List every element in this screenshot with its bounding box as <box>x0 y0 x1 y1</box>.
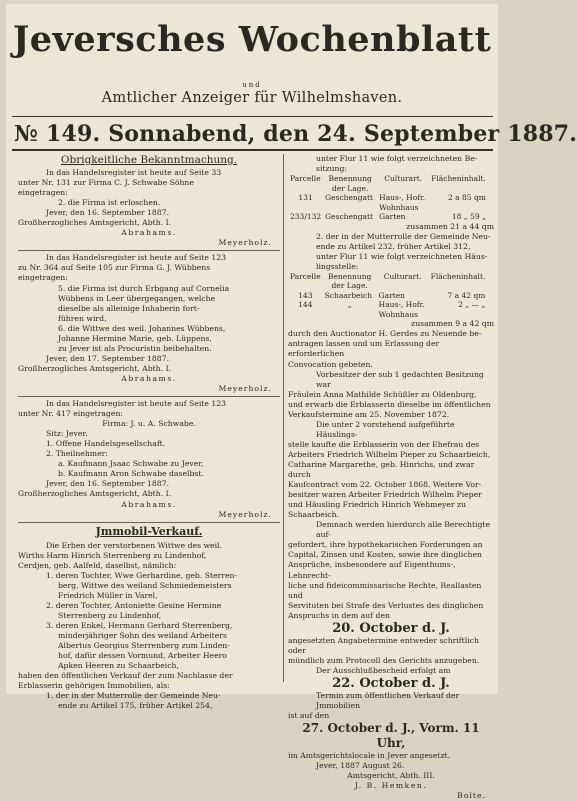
text-line: Albertus Georgius Sterrenberg zum Linden- <box>58 641 230 651</box>
text-line: 2. der in der Mutterrolle der Gemeinde Neu- <box>316 231 491 241</box>
table-cell: 233/132 <box>290 212 322 222</box>
parcel-table-2 <box>288 272 487 320</box>
table-header: Culturart. <box>383 271 422 281</box>
text-line: Johanne Hermine Marie, geb. Lüppens, <box>58 333 212 343</box>
text-line: Jever, 1887 August 26. <box>316 761 405 771</box>
column-divider <box>283 154 284 682</box>
text-line: dieselbe als alleinige Inhaberin fort- <box>58 303 200 313</box>
table-row <box>288 193 488 212</box>
text-line: gefordert, ihre hypothekarischen Forderungen an <box>288 540 483 550</box>
table-header-row <box>288 272 487 291</box>
text-line: Termin zum öffentlichen Verkauf der Jmmobilien <box>316 690 460 710</box>
text-line: 2. Theilnehmer: <box>46 449 108 459</box>
table-cell: Schaarbeich <box>324 290 373 300</box>
text-line: antragen lassen und um Erlassung der erforderlichen <box>288 339 440 359</box>
masthead-subtitle: Amtlicher Anzeiger für Wilhelmshaven. <box>101 90 403 106</box>
table-cell: Geschengatt <box>325 193 374 203</box>
table-cell: Haus-, Hofr. Wohnhaus <box>379 193 426 212</box>
masthead-title: Jeversches Wochenblatt <box>12 19 492 60</box>
text-line: stelle kaufte die Erblasserin von der Ehefrau des <box>288 439 480 449</box>
text-line: 5. die Firma ist durch Erbgang auf Cornelia <box>58 283 230 293</box>
table-total: zusammen 9 a 42 qm <box>411 319 494 329</box>
signature: J. B. Hemken. <box>354 781 428 791</box>
text-line: eingetragen: <box>18 273 68 283</box>
masthead-und: und <box>242 81 262 89</box>
text-line: Catharine Margarethe, geb. Hinrichs, und zwar durch <box>288 459 475 480</box>
table-cell: 2 a 85 qm <box>448 193 486 203</box>
text-line: zu Jever ist als Procuristin beibehalten. <box>58 343 212 353</box>
signature: Meyerholz. <box>218 509 272 519</box>
text-line: Der Ausschlußbescheid erfolgt am <box>316 665 451 675</box>
text-line: berg, Wittwe des weiland Schmiedemeisters <box>58 580 232 590</box>
left-column <box>18 154 280 711</box>
text-line: lingsstelle: <box>316 261 359 271</box>
text-line: Arbeiters Friedrich Wilhelm Pieper zu Schaarbeich, <box>288 449 491 459</box>
text-line: 6. die Wittwe des weil. Johannes Wübbens, <box>58 323 226 333</box>
text-line: Sitz: Jever. <box>46 429 88 439</box>
table-row <box>288 212 488 222</box>
table-cell: Haus-, Hofr. Wohnhaus <box>378 300 425 319</box>
text-line: und Häusling Friedrich Hinrich Wehmeyer zu <box>288 500 467 510</box>
signature: Meyerholz. <box>218 383 272 393</box>
text-line: unter Flur 11 wie folgt verzeichneten Häus- <box>316 251 488 261</box>
text-line: unter Nr. 417 eingetragen: <box>18 409 124 419</box>
text-line: Jever, den 16. September 1887. <box>46 208 170 218</box>
text-line: 2. die Firma ist erloschen. <box>58 198 161 208</box>
text-line: mündlich zum Protocoll des Gerichts anzugeben. <box>288 655 480 665</box>
text-line: unter Flur 11 wie folgt verzeichneten Be- <box>316 154 478 163</box>
table-header: Benennung der Lage. <box>328 174 372 193</box>
table-cell: 131 <box>298 193 313 203</box>
text-line: Kaufcontract vom 22. October 1868. Weitere Vor- <box>288 480 482 490</box>
text-line: eingetragen: <box>18 188 68 198</box>
text-line: ist auf den <box>288 711 330 721</box>
text-line: Großherzogliches Amtsgericht, Abth. I. <box>18 489 172 499</box>
text-line: Servituten bei Strafe des Verlustes des dinglichen <box>288 600 484 610</box>
section-title-bekanntmachung: Obrigkeitliche Bekanntmachung. <box>60 154 238 166</box>
text-line: Schaarbeich. <box>288 510 339 520</box>
table-cell: Geschengatt <box>325 212 374 222</box>
signature: Abrahams. <box>121 228 177 238</box>
text-line: Sterrenberg zu Lindenhof, <box>58 610 162 620</box>
text-line: Firma: J. u. A. Schwabe. <box>102 419 196 429</box>
text-line: Convocation gebeten. <box>288 359 373 369</box>
table-row <box>288 300 487 319</box>
table-cell: 18 „ 59 „ <box>451 212 486 222</box>
table-cell: 144 <box>298 300 313 310</box>
table-cell: Garten <box>378 290 405 300</box>
text-line: Vorbesitzer der sub 1 gedachten Besitzung war <box>316 369 484 389</box>
date-verkaufstermin: 27. October d. J., Vorm. 11 Uhr, <box>302 721 480 751</box>
text-line: Jever, den 16. September 1887. <box>46 479 170 489</box>
table-cell: 2 „ — „ <box>458 300 486 310</box>
text-line: liche und fideicommissarische Rechte, Reallasten und <box>288 580 482 600</box>
signature: Abrahams. <box>121 499 177 509</box>
table-total: zusammen 21 a 44 qm <box>406 221 494 231</box>
separator <box>18 396 280 397</box>
table-cell: 143 <box>298 290 313 300</box>
text-line: 1. der in der Mutterrolle der Gemeinde Neu- <box>46 691 221 701</box>
table-header: Flächeninhalt. <box>431 174 486 184</box>
signature: Meyerholz. <box>218 238 272 248</box>
text-line: Demnach werden hierdurch alle Berechtigte auf- <box>316 520 491 540</box>
text-line: besitzer waren Arbeiter Friedrich Wilhelm Pieper <box>288 490 482 500</box>
text-line: Die unter 2 vorstehend aufgeführte Häuslings- <box>316 419 455 439</box>
table-header: Parcelle <box>290 271 321 281</box>
table-header-row <box>288 174 488 193</box>
text-line: Ansprüche, insbesondere auf Eigenthums-, Lehnrecht- <box>288 560 456 580</box>
text-line: Die Erben der verstorbenen Wittwe des weil. <box>46 540 222 550</box>
text-line: Apken Heeren zu Schaarbeich, <box>58 661 179 671</box>
text-line: minderjähriger Sohn des weiland Arbeiters <box>58 631 227 641</box>
text-line: Jever, den 17. September 1887. <box>46 353 170 363</box>
text-line: Wübbens in Leer übergegangen, welche <box>58 293 216 303</box>
text-line: hof, dafür dessen Vormund, Arbeiter Heero <box>58 651 227 661</box>
table-header: Parcelle <box>290 174 321 184</box>
rule-top <box>12 116 493 117</box>
table-header: Flächeninhalt. <box>430 271 486 281</box>
right-column <box>288 154 494 801</box>
signature: Bolte. <box>457 791 486 801</box>
table-cell: „ <box>347 300 352 310</box>
rule-under-issue <box>12 149 493 151</box>
text-line: durch den Auctionator H. Gerdes zu Neuende be- <box>288 329 482 339</box>
text-line: 3. deren Enkel, Hermann Gerhard Sterrenberg, <box>46 620 233 630</box>
text-line: führen wird, <box>58 313 107 323</box>
section-title-immobil-verkauf: Jmmobil-Verkauf. <box>95 524 203 538</box>
separator <box>18 250 280 251</box>
separator <box>18 522 280 523</box>
text-line: im Amtsgerichtslocale in Jever angesetzt. <box>288 751 451 761</box>
text-line: zu Nr. 364 auf Seite 105 zur Firma G. J. Wübbens <box>18 263 211 273</box>
issue-line: № 149. Sonnabend, den 24. September 1887. <box>14 121 577 147</box>
table-cell: 7 a 42 qm <box>447 290 486 300</box>
table-header: Benennung der Lage. <box>327 271 372 291</box>
text-line: Großherzogliches Amtsgericht, Abth. I. <box>18 363 172 373</box>
text-line: unter Nr. 131 zur Firma C. J. Schwabe Söhne <box>18 178 194 188</box>
text-line: a. Kaufmann Jsaac Schwabe zu Jever, <box>58 459 204 469</box>
parcel-table-1 <box>288 174 488 222</box>
text-line: Anspruchs in dem auf den <box>288 610 390 620</box>
text-line: Cerdjen, geb. Aalfeld, daselbst, nämlich: <box>18 560 177 570</box>
text-line: ende zu Artikel 175, früher Artikel 254, <box>58 701 213 711</box>
text-line: Fräulein Anna Mathilde Schüßler zu Oldenburg, <box>288 389 477 399</box>
text-line: angesetzten Angabetermine entweder schriftlich oder <box>288 635 479 655</box>
date-ausschlussbescheid: 22. October d. J. <box>332 675 450 691</box>
text-line: 2. deren Tochter, Antoniette Gesine Hermine <box>46 600 222 610</box>
signature: Abrahams. <box>121 373 177 383</box>
text-line: In das Handelsregister ist heute auf Seite 123 <box>46 253 227 263</box>
text-line: ende zu Artikel 232, früher Artikel 312, <box>316 241 471 251</box>
text-line: Großherzogliches Amtsgericht, Abth. I. <box>18 218 172 228</box>
text-line: Verkaufstermine am 25. November 1872. <box>288 409 450 419</box>
newspaper-page <box>6 4 577 801</box>
table-row <box>288 291 487 301</box>
text-line: und erwarb die Erblasserin dieselbe im öffentlichen <box>288 399 491 409</box>
table-cell: Garten <box>379 212 406 222</box>
table-header: Culturart. <box>384 174 423 184</box>
text-line: 1. deren Tochter, Wwe Gerhardine, geb. Sterren- <box>46 570 238 580</box>
text-line: b. Kaufmann Aron Schwabe daselbst. <box>58 469 204 479</box>
text-line: Wirths Harm Hinrich Sterrenberg zu Lindenhof, <box>18 550 207 560</box>
date-angabetermin: 20. October d. J. <box>332 620 450 636</box>
text-line: Erblasserin gehörigen Immobilien, als: <box>18 681 170 691</box>
text-line: Capital, Zinsen und Kosten, sowie ihre dinglichen <box>288 550 482 560</box>
text-line: Friedrich Müller in Varel, <box>58 590 158 600</box>
text-line: 1. Offene Handelsgesellschaft. <box>46 439 166 449</box>
text-line: In das Handelsregister ist heute auf Seite 33 <box>46 168 222 177</box>
text-line: In das Handelsregister ist heute auf Seite 123 <box>46 399 227 409</box>
text-line: sitzung: <box>316 164 347 174</box>
text-line: haben den öffentlichen Verkauf der zum Nachlasse der <box>18 671 233 681</box>
text-line: Amtsgericht, Abth. III. <box>347 771 435 781</box>
